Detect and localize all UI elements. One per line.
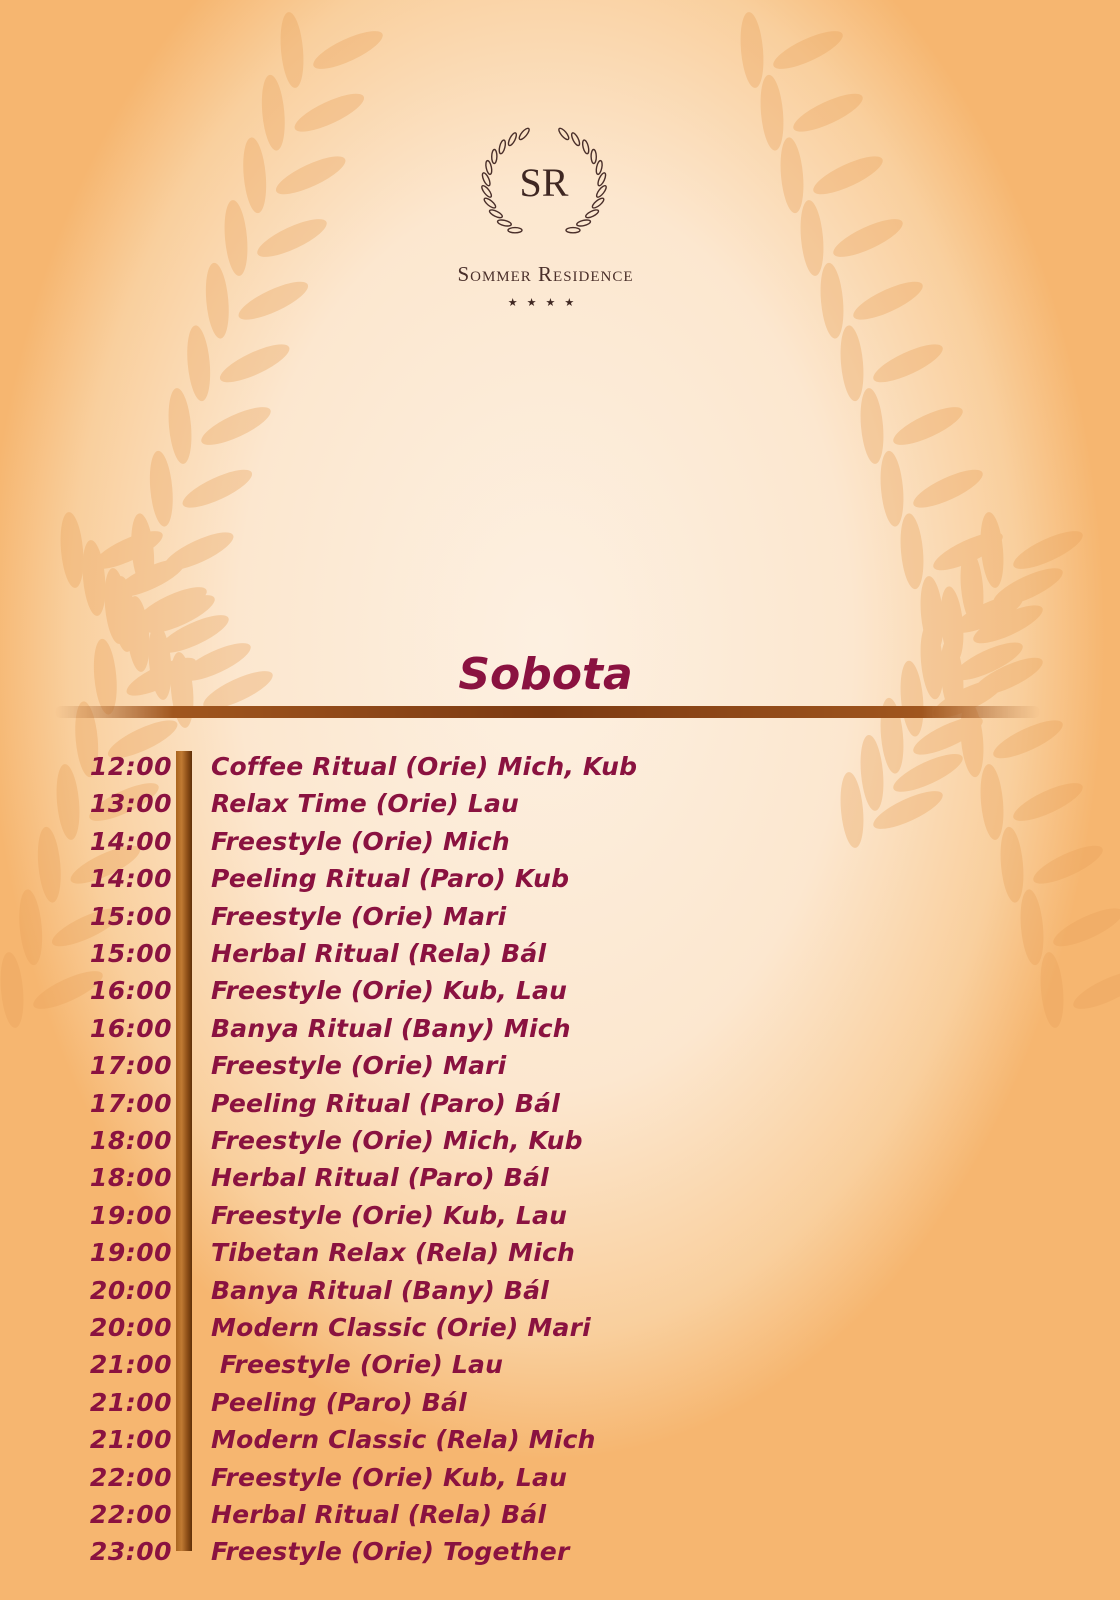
- schedule-row: [0, 1234, 1120, 1271]
- schedule-time: 13:00: [89, 789, 172, 819]
- schedule-row: [0, 1459, 1120, 1496]
- schedule-time: 17:00: [89, 1051, 172, 1081]
- schedule-event: Peeling Ritual (Paro) Bál: [211, 1088, 560, 1118]
- schedule-event: Coffee Ritual (Orie) Mich, Kub: [211, 752, 638, 781]
- schedule-row: [0, 1421, 1120, 1458]
- schedule-event: Freestyle (Orie) Mich, Kub: [211, 1126, 583, 1155]
- schedule-time: 20:00: [89, 1275, 172, 1305]
- schedule-row: [0, 898, 1120, 935]
- schedule-row: [0, 1085, 1120, 1122]
- schedule-event: Freestyle (Orie) Mari: [211, 901, 507, 931]
- schedule-row: [0, 1047, 1120, 1084]
- schedule-time: 15:00: [89, 901, 172, 931]
- schedule-row: [0, 1384, 1120, 1421]
- schedule-time: 12:00: [89, 752, 172, 781]
- schedule-row: [0, 823, 1120, 860]
- schedule-time: 14:00: [89, 826, 172, 856]
- schedule-row: [0, 1496, 1120, 1533]
- schedule-event: Modern Classic (Rela) Mich: [211, 1425, 596, 1455]
- schedule-time: 21:00: [89, 1425, 172, 1455]
- schedule-event: Herbal Ritual (Paro) Bál: [211, 1163, 549, 1193]
- schedule-event: Peeling Ritual (Paro) Kub: [211, 864, 570, 894]
- schedule-time: 14:00: [89, 864, 172, 894]
- schedule-row: [0, 860, 1120, 897]
- schedule-event: Freestyle (Orie) Together: [211, 1537, 570, 1567]
- schedule-event: Relax Time (Orie) Lau: [211, 789, 520, 819]
- schedule-row: [0, 1010, 1120, 1047]
- schedule-row: [0, 1309, 1120, 1346]
- schedule-row: [0, 1272, 1120, 1309]
- schedule-time: 16:00: [89, 1013, 172, 1043]
- schedule-time: 22:00: [89, 1500, 172, 1529]
- schedule-row: [0, 1122, 1120, 1159]
- schedule-event: Freestyle (Orie) Lau: [211, 1350, 504, 1380]
- schedule-event: Tibetan Relax (Rela) Mich: [211, 1238, 576, 1268]
- schedule-event: Banya Ritual (Bany) Bál: [211, 1275, 549, 1305]
- logo-emblem: [464, 118, 624, 248]
- schedule-event: Freestyle (Orie) Kub, Lau: [211, 1200, 568, 1230]
- schedule-time: 20:00: [89, 1313, 172, 1342]
- schedule-time: 21:00: [89, 1350, 172, 1380]
- schedule-time: 21:00: [89, 1387, 172, 1417]
- logo-monogram: SR: [519, 160, 569, 205]
- schedule-list: [0, 748, 1120, 1568]
- schedule-time: 17:00: [89, 1088, 172, 1118]
- schedule-row: [0, 1197, 1120, 1234]
- schedule-event: Banya Ritual (Bany) Mich: [211, 1013, 571, 1043]
- schedule-event: Freestyle (Orie) Mari: [211, 1051, 507, 1081]
- schedule-row: [0, 748, 1120, 785]
- schedule-time: 18:00: [89, 1126, 172, 1155]
- schedule-event: Freestyle (Orie) Kub, Lau: [211, 976, 568, 1006]
- schedule-row: [0, 1346, 1120, 1383]
- schedule-time: 15:00: [89, 939, 172, 968]
- schedule-row: [0, 1159, 1120, 1196]
- title-divider: [55, 706, 1040, 718]
- schedule-row: [0, 935, 1120, 972]
- schedule-event: Modern Classic (Orie) Mari: [211, 1313, 591, 1342]
- hotel-name: Sommer Residence: [457, 262, 634, 286]
- schedule-event: Freestyle (Orie) Mich: [211, 826, 510, 856]
- schedule-row: [0, 785, 1120, 822]
- schedule-event: Peeling (Paro) Bál: [211, 1387, 467, 1417]
- schedule-time: 19:00: [89, 1200, 172, 1230]
- schedule-row: [0, 1533, 1120, 1570]
- schedule-event: Herbal Ritual (Rela) Bál: [211, 939, 547, 968]
- schedule-time: 16:00: [89, 976, 172, 1006]
- schedule-time: 19:00: [89, 1238, 172, 1268]
- schedule-event: Freestyle (Orie) Kub, Lau: [211, 1462, 568, 1492]
- hotel-stars: ★★★★: [507, 296, 584, 309]
- schedule-time: 22:00: [89, 1462, 172, 1492]
- schedule-time: 18:00: [89, 1163, 172, 1193]
- schedule-event: Herbal Ritual (Rela) Bál: [211, 1500, 547, 1529]
- schedule-time: 23:00: [89, 1537, 172, 1567]
- day-title: Sobota: [458, 649, 633, 700]
- laurel-wreath-icon: [464, 118, 624, 248]
- schedule-row: [0, 972, 1120, 1009]
